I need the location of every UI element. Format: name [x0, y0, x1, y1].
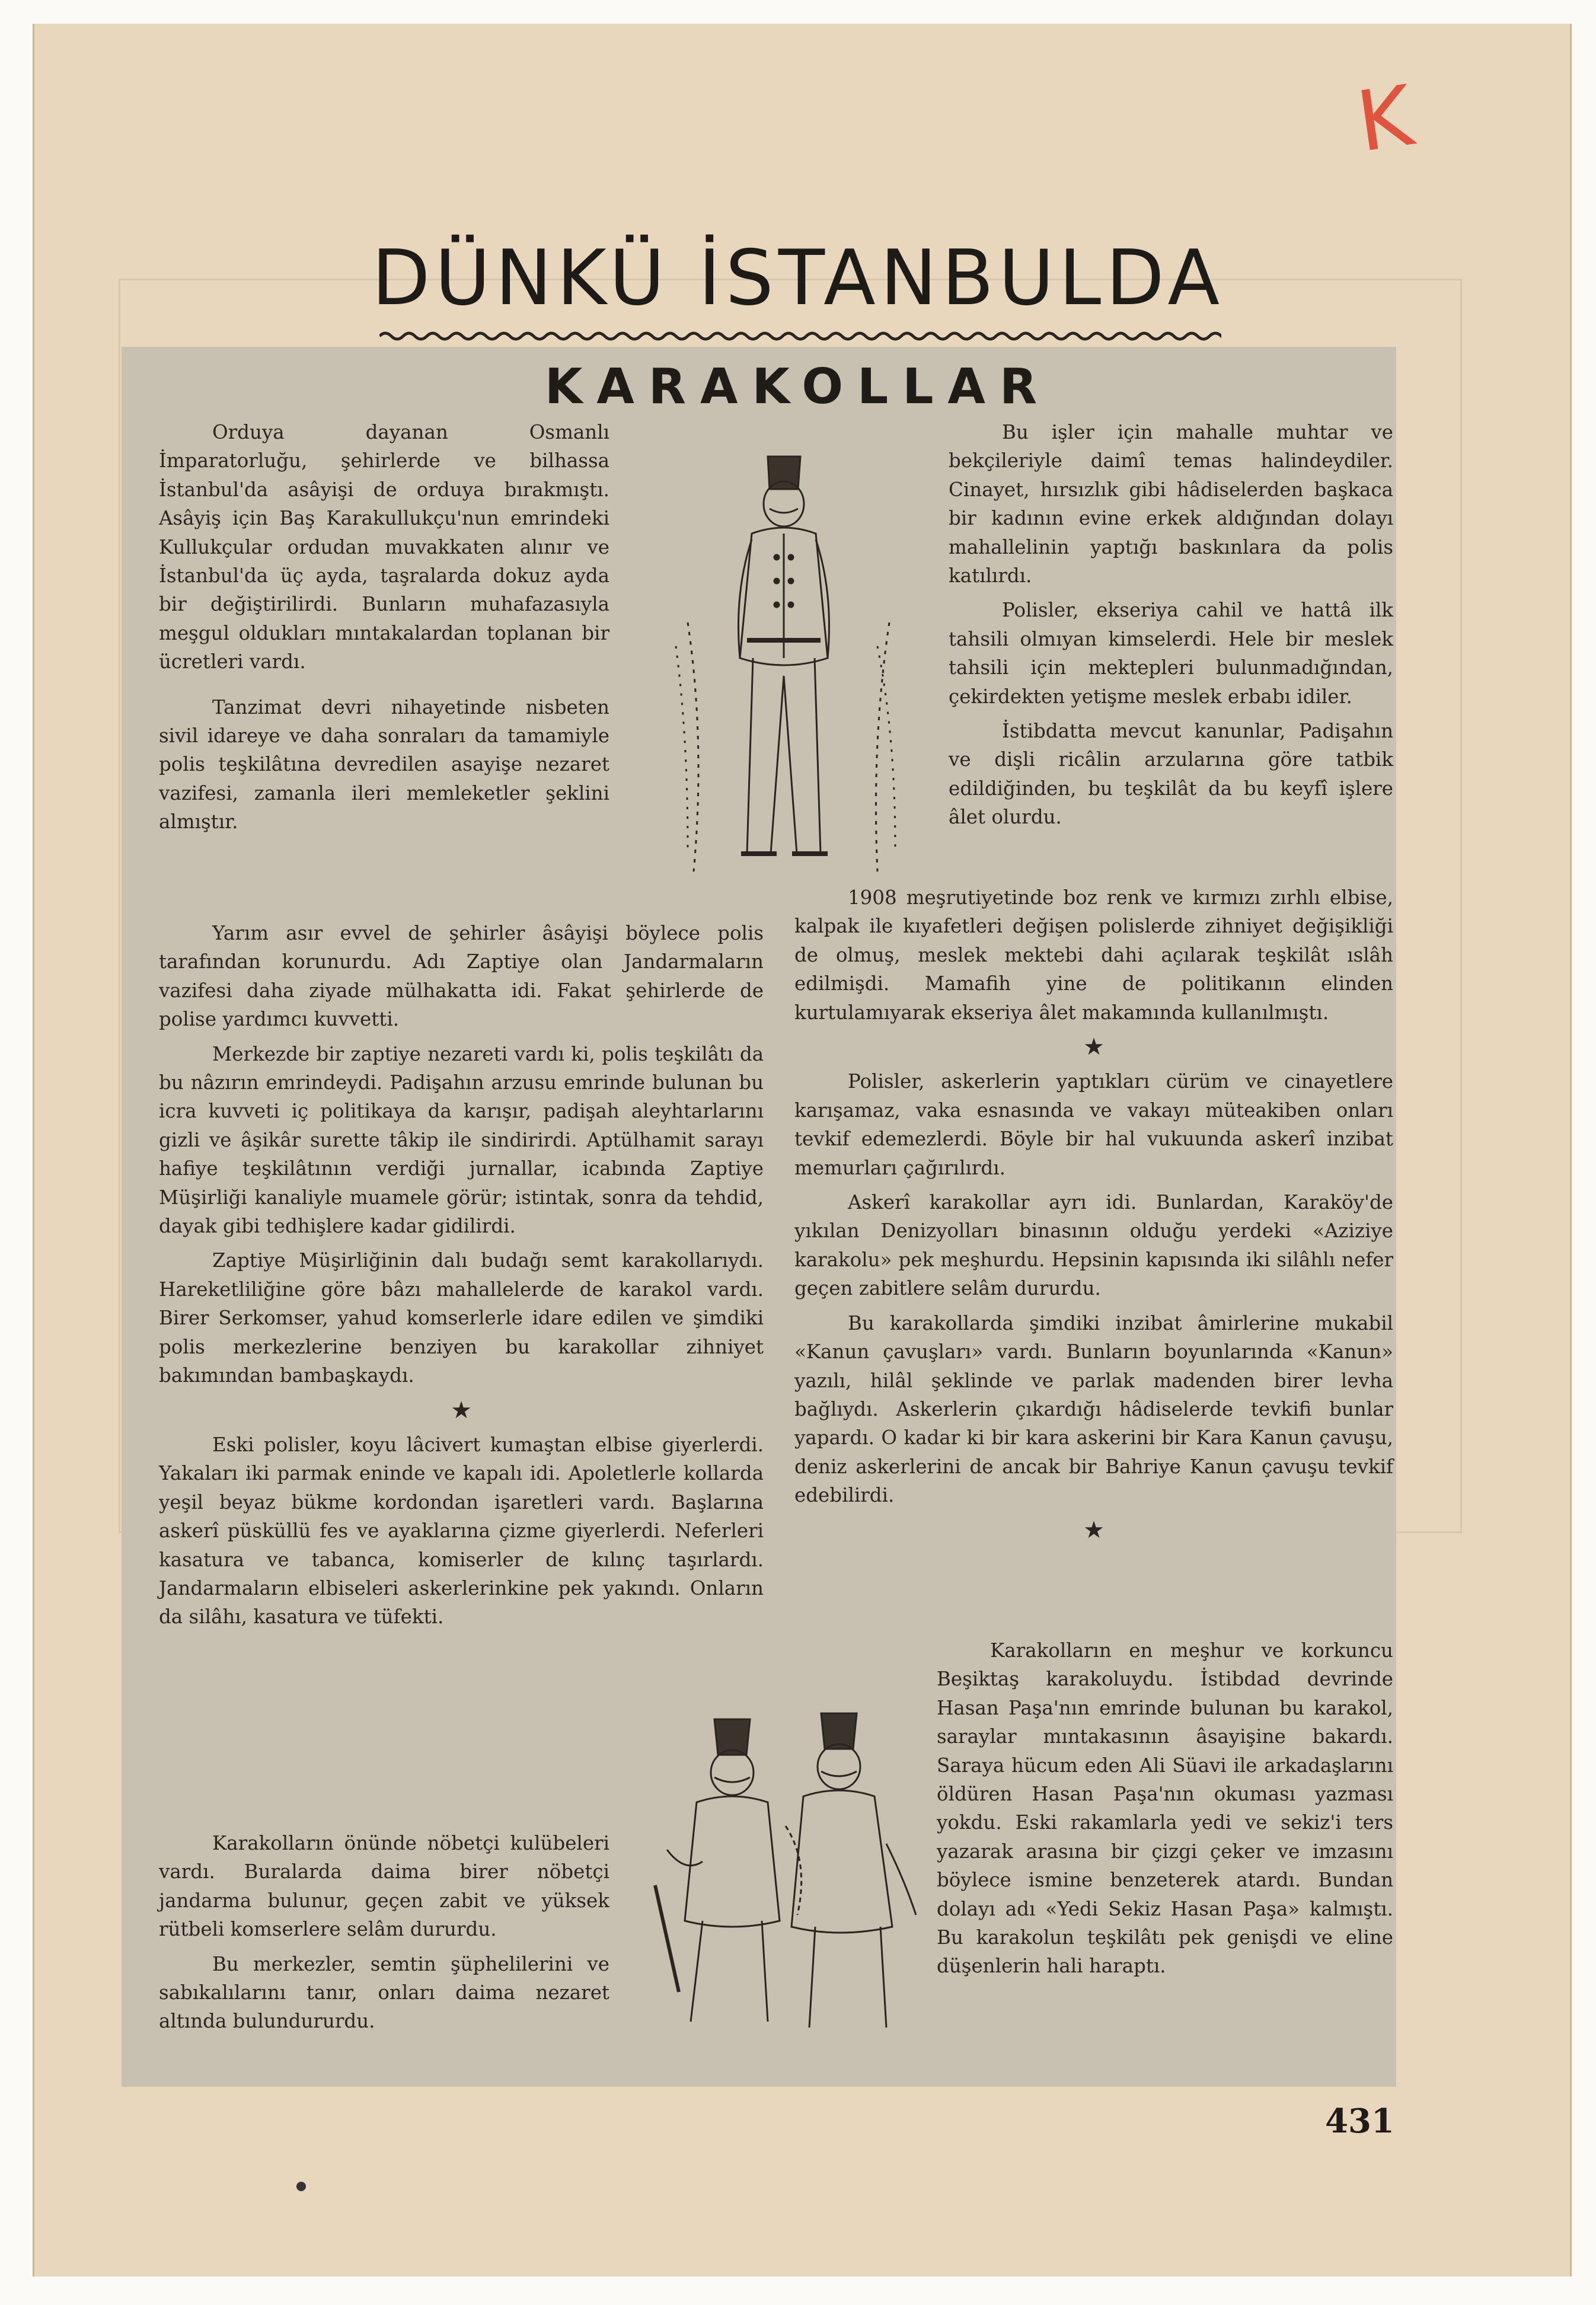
paragraph: Karakolların önünde nöbetçi kulübeleri vardı. Buralarda daima birer nöbetçi jandarma bulunur, geçen zabit ve yüksek rütbeli komserlere selâm dururdu.	[159, 1832, 609, 1941]
gendarmes-illustration	[643, 1707, 952, 2039]
paragraph: Eski polisler, koyu lâcivert kumaştan elbise giyerlerdi. Yakaları iki parmak eninde ve kapalı idi. Apoletlerle kollarda yeşil beyaz bükme kordondan işaretleri vardı. Başlarına askerî püsküllü fes ve ayaklarına çizme giyerlerdi. Neferleri kasatura ve tabanca, komiserler de kılınç taşırlardı. Jandarmaların elbiseleri askerlerinkine pek yakındı. Onların da silâhı, kasatura ve tüfekti.	[159, 1433, 764, 1629]
paragraph: Merkezde bir zaptiye nezareti vardı ki, polis teşkilâtı da bu nâzırın emrindeydi. Padişahın arzusu emrinde bulunan bu icra kuvveti iç politikaya da karışır, padişah aleyhtarlarını gizli ve âşikâr surette tâkip ile sindirirdi. Aptülhamit sarayı hafiye teşkilâtının verdiği jurnallar, icabında Zaptiye Müşirliği kanaliyle muamele görür; istintak, sonra da tehdid, dayak gibi tedhişlere kadar gidilirdi.	[159, 1042, 764, 1238]
paragraph: Bu karakollarda şimdiki inzibat âmirlerine mukabil «Kanun çavuşları» vardı. Bunların boyunlarında «Kanun» yazılı, hilâl şeklinde ve parlak madenden birer levha bağlıydı. Askerlerin çıkardığı hâdiselerde tevkifi bunlar yapardı. O kadar ki bir kara askerini bir Kara Kanun çavuşu, deniz askerlerini de ancak bir Bahriye Kanun çavuşu tevkif edebilirdi.	[794, 1311, 1393, 1507]
paragraph: Karakolların en meşhur ve korkuncu Beşiktaş karakoluydu. İstibdad devrinde Hasan Paşa'nın emrinde bulunan bu karakol, saraylar mıntakasının âsayişine bakardı. Saraya hücum eden Ali Süavi ile arkadaşlarını öldüren Hasan Paşa'nın okuması yazması yokdu. Eski rakamlarla yedi ve sekiz'i ters yazarak arasına bir çizgi çeker ve imzasını böylece ismine benzeterek atardı. Bundan dolayı adı «Yedi Sekiz Hasan Paşa» kalmıştı. Bu karakolun teşkilâtı pek genişdi ve eline düşenlerin hali haraptı.	[937, 1639, 1393, 1978]
star-separator: ★	[1083, 1516, 1105, 1544]
paragraph: İstibdatta mevcut kanunlar, Padişahın ve dişli ricâlin arzularına göre tatbik edildiğinden, bu teşkilât da bu keyfî işlere âlet olurdu.	[949, 720, 1393, 829]
left-column-top	[159, 418, 609, 842]
star-separator: ★	[451, 1396, 472, 1424]
star-separator: ★	[1083, 1033, 1105, 1061]
paragraph: Orduya dayanan Osmanlı İmparatorluğu, şehirlerde ve bilhassa İstanbul'da asâyişi de orduya bırakmıştı. Asâyiş için Baş Karakullukçu'nun emrindeki Kullukçular ordudan muvakkaten alınır ve İstanbul'da üç ayda, taşralarda dokuz ayda bir değiştirilirdi. Bunların muhafazasıyla meşgul oldukları mıntakalardan toplanan bir ücretleri vardı.	[159, 421, 609, 673]
paragraph: Polisler, askerlerin yaptıkları cürüm ve cinayetlere karışamaz, vaka esnasında ve vakayı müteakiben onları tevkif edemezlerdi. Böyle bir hal vukuunda askerî inzibat memurları çağırılırdı.	[794, 1070, 1393, 1179]
right-column-mid	[794, 883, 1393, 1550]
paragraph: Askerî karakollar ayrı idi. Bunlardan, Karaköy'de yıkılan Denizyolları binasının olduğu yerdeki «Aziziye karakolu» pek meşhurdu. Hepsinin kapısında iki silâhlı nefer geçen zabitlere selâm dururdu.	[794, 1191, 1393, 1300]
page-number: 431	[1325, 2102, 1394, 2141]
paragraph: Yarım asır evvel de şehirler âsâyişi böylece polis tarafından korunurdu. Adı Zaptiye olan Jandarmaların vazifesi daha ziyade mülhakatta idi. Fakat şehirlerde de polise yardımcı kuvvetti.	[159, 922, 764, 1031]
paragraph: Bu işler için mahalle muhtar ve bekçileriyle daimî temas halindeydiler. Cinayet, hırsızlık gibi hâdiselerden başkaca bir kadının evine erkek aldığından dolayı mahallelinin yaptığı baskınlara da polis katılırdı.	[949, 421, 1393, 588]
left-column-mid	[159, 919, 764, 1632]
right-column-bottom	[937, 1636, 1393, 1987]
paragraph: Tanzimat devri nihayetinde nisbeten sivil idareye ve daha sonraları da tamamiyle polis teşkilâtına devredilen asayişe nezaret vazifesi, zamanla ileri memleketler şeklini almıştır.	[159, 695, 609, 834]
left-column-bottom	[159, 1829, 609, 2042]
paragraph: 1908 meşrutiyetinde boz renk ve kırmızı zırhlı elbise, kalpak ile kıyafetleri değişen polislerde zihniyet değişikliği de olmuş, meslek mektebi dahi açılarak teşkilât ıslâh edilmişdi. Mamafih yine de politikanın elinden kurtulamıyarak ekseriya âlet makamında kullanılmıştı.	[794, 886, 1393, 1024]
ink-dot	[296, 2182, 306, 2191]
paragraph: Bu merkezler, semtin şüphelilerini ve sabıkalılarını tanır, onları daima nezaret altında bulundururdu.	[159, 1952, 609, 2033]
paragraph: Polisler, ekseriya cahil ve hattâ ilk tahsili olmıyan kimselerdi. Hele bir meslek tahsili için mektepleri bulunmadığından, çekirdekten yetişme meslek erbabı idiler.	[949, 599, 1393, 708]
article-heading: KARAKOLLAR	[544, 359, 1052, 415]
paragraph: Zaptiye Müşirliğinin dalı budağı semt karakollarıydı. Hareketliliğine göre bâzı mahallelerde de karakol vardı. Birer Serkomser, yahud komserlerle idare edilen ve şimdiki polis merkezlerine benziyen bu karakollar zihniyet bakımından bambaşkaydı.	[159, 1249, 764, 1387]
right-column-top	[949, 418, 1393, 832]
handwritten-mark: K	[1351, 68, 1419, 171]
page-title: DÜNKÜ İSTANBULDA	[371, 234, 1225, 323]
police-officer-illustration	[652, 445, 913, 895]
wavy-rule	[379, 329, 1221, 343]
